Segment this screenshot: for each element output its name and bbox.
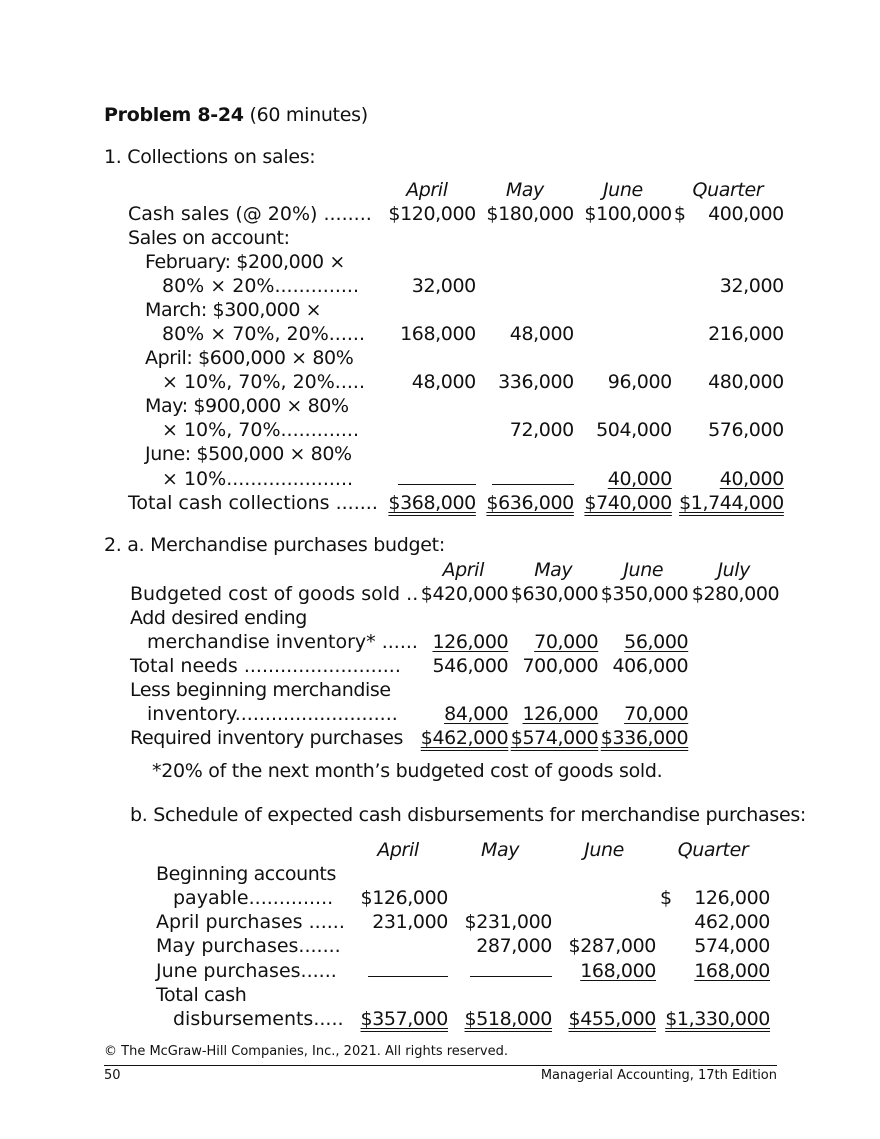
cell: 168,000 bbox=[580, 960, 656, 982]
table-row bbox=[128, 274, 784, 298]
cell: 231,000 bbox=[372, 911, 448, 933]
blank-rule bbox=[398, 466, 476, 485]
cell: 40,000 bbox=[719, 468, 784, 490]
cell: 126,000 bbox=[522, 703, 599, 725]
cell: $ 400,000 bbox=[673, 203, 784, 225]
row-label: 80% × 20%.............. bbox=[162, 275, 360, 297]
cell: 480,000 bbox=[708, 371, 784, 393]
row-label: × 10%..................... bbox=[162, 468, 354, 490]
cell: 462,000 bbox=[694, 911, 770, 933]
row-label: February: $200,000 × bbox=[145, 251, 345, 273]
table-row bbox=[128, 346, 784, 370]
cell: $455,000 bbox=[568, 1008, 656, 1030]
cell: 700,000 bbox=[522, 655, 599, 677]
row-label: Required inventory purchases bbox=[130, 727, 403, 749]
table-row bbox=[128, 491, 784, 515]
col-header: April bbox=[377, 839, 419, 861]
cell: 216,000 bbox=[708, 323, 784, 345]
page-number: 50 bbox=[104, 1068, 121, 1083]
cell: 56,000 bbox=[624, 631, 689, 653]
part2a-heading: 2. a. Merchandise purchases budget: bbox=[104, 534, 445, 556]
copyright-notice: © The McGraw-Hill Companies, Inc., 2021. All rights reserved. bbox=[104, 1044, 508, 1059]
row-label: Total needs .......................... bbox=[130, 655, 401, 677]
cell: 168,000 bbox=[400, 323, 476, 345]
cell: $350,000 bbox=[600, 583, 689, 605]
col-header: Quarter bbox=[677, 839, 749, 861]
row-label: inventory........................... bbox=[147, 703, 398, 725]
table-row bbox=[130, 630, 779, 654]
cell: $287,000 bbox=[568, 935, 656, 957]
purchases-budget-table bbox=[130, 558, 779, 750]
blank-rule bbox=[492, 466, 574, 485]
cell: 126,000 bbox=[432, 631, 509, 653]
footer-divider bbox=[104, 1065, 777, 1066]
table-row bbox=[128, 370, 784, 394]
blank-rule bbox=[470, 958, 552, 977]
problem-title bbox=[104, 104, 368, 126]
row-label: merchandise inventory* ...... bbox=[147, 631, 418, 653]
cell: 287,000 bbox=[476, 935, 552, 957]
table-header-row bbox=[128, 178, 784, 202]
cell: $336,000 bbox=[600, 727, 689, 749]
row-label: June: $500,000 × 80% bbox=[145, 443, 352, 465]
table-row bbox=[128, 298, 784, 322]
row-label: 80% × 70%, 20%...... bbox=[162, 323, 366, 345]
cell: $ 126,000 bbox=[659, 887, 770, 909]
cell: 576,000 bbox=[708, 419, 784, 441]
table-row bbox=[130, 582, 779, 606]
row-label: payable.............. bbox=[173, 887, 334, 909]
col-header: May bbox=[505, 179, 544, 201]
col-header: July bbox=[717, 559, 751, 581]
table-row bbox=[156, 1007, 770, 1031]
cell: 504,000 bbox=[596, 419, 672, 441]
row-label: Cash sales (@ 20%) ........ bbox=[128, 203, 372, 225]
table-row bbox=[128, 394, 784, 418]
table-row bbox=[130, 702, 779, 726]
table-row bbox=[156, 886, 770, 910]
row-label: June purchases...... bbox=[156, 960, 337, 982]
table-row bbox=[128, 418, 784, 442]
col-header: June bbox=[584, 839, 624, 861]
cell: $100,000 bbox=[584, 203, 672, 225]
cell: $1,744,000 bbox=[679, 492, 784, 514]
cell: 40,000 bbox=[607, 468, 672, 490]
row-label: Budgeted cost of goods sold .. bbox=[130, 583, 419, 605]
cell: $126,000 bbox=[360, 887, 448, 909]
cell: 406,000 bbox=[612, 655, 689, 677]
cell: $630,000 bbox=[510, 583, 599, 605]
table-row bbox=[128, 226, 784, 250]
cell: $420,000 bbox=[420, 583, 509, 605]
col-header: June bbox=[602, 179, 643, 201]
table-row bbox=[128, 442, 784, 466]
inventory-footnote: *20% of the next month’s budgeted cost of goods sold. bbox=[152, 760, 663, 782]
table-row bbox=[156, 910, 770, 934]
table-row bbox=[156, 862, 770, 886]
book-title: Managerial Accounting, 17th Edition bbox=[540, 1068, 777, 1083]
row-label: × 10%, 70%, 20%..... bbox=[162, 371, 366, 393]
table-row bbox=[130, 606, 779, 630]
cell: $740,000 bbox=[584, 492, 672, 514]
row-label: May: $900,000 × 80% bbox=[145, 395, 349, 417]
cell: 48,000 bbox=[411, 371, 476, 393]
cell: 70,000 bbox=[534, 631, 599, 653]
cell: $120,000 bbox=[388, 203, 476, 225]
cell: 336,000 bbox=[498, 371, 574, 393]
table-row bbox=[130, 678, 779, 702]
collections-table bbox=[128, 178, 784, 515]
table-row bbox=[128, 466, 784, 491]
row-label: March: $300,000 × bbox=[145, 299, 322, 321]
cell: 70,000 bbox=[624, 703, 689, 725]
cell: $574,000 bbox=[510, 727, 599, 749]
cell: $636,000 bbox=[486, 492, 574, 514]
row-label: Less beginning merchandise bbox=[130, 679, 391, 701]
cell: 546,000 bbox=[432, 655, 509, 677]
cell: 32,000 bbox=[719, 275, 784, 297]
cell: $231,000 bbox=[464, 911, 552, 933]
row-label: × 10%, 70%............. bbox=[162, 419, 360, 441]
row-label: Total cash collections ....... bbox=[128, 492, 378, 514]
row-label: Beginning accounts bbox=[156, 863, 336, 885]
cell: $368,000 bbox=[388, 492, 476, 514]
cash-disbursements-table bbox=[156, 838, 770, 1031]
blank-rule bbox=[368, 958, 448, 977]
table-row bbox=[130, 726, 779, 750]
problem-number: Problem 8-24 bbox=[104, 104, 244, 126]
col-header: May bbox=[480, 839, 520, 861]
row-label: April: $600,000 × 80% bbox=[145, 347, 354, 369]
cell: 574,000 bbox=[694, 935, 770, 957]
table-header-row bbox=[156, 838, 770, 862]
cell: 48,000 bbox=[509, 323, 574, 345]
row-label: disbursements..... bbox=[173, 1008, 344, 1030]
table-row bbox=[128, 322, 784, 346]
table-row bbox=[128, 250, 784, 274]
cell: 72,000 bbox=[509, 419, 574, 441]
part1-heading: 1. Collections on sales: bbox=[104, 146, 316, 168]
cell: $280,000 bbox=[691, 583, 780, 605]
col-header: April bbox=[406, 179, 448, 201]
table-row bbox=[156, 958, 770, 983]
col-header: April bbox=[442, 559, 484, 581]
problem-duration: (60 minutes) bbox=[243, 104, 368, 126]
row-label: Total cash bbox=[156, 984, 247, 1006]
col-header: June bbox=[623, 559, 664, 581]
cell: $180,000 bbox=[486, 203, 574, 225]
row-label: Sales on account: bbox=[128, 227, 290, 249]
cell: $1,330,000 bbox=[665, 1008, 770, 1030]
cell: 96,000 bbox=[607, 371, 672, 393]
cell: 168,000 bbox=[694, 960, 770, 982]
cell: 84,000 bbox=[444, 703, 509, 725]
table-header-row bbox=[130, 558, 779, 582]
cell: $357,000 bbox=[360, 1008, 448, 1030]
table-row bbox=[130, 654, 779, 678]
cell: $462,000 bbox=[420, 727, 509, 749]
cell: $518,000 bbox=[464, 1008, 552, 1030]
table-row bbox=[156, 983, 770, 1007]
row-label: May purchases....... bbox=[156, 935, 341, 957]
table-row bbox=[156, 934, 770, 958]
row-label: April purchases ...... bbox=[156, 911, 345, 933]
table-row bbox=[128, 202, 784, 226]
part2b-heading: b. Schedule of expected cash disbursements for merchandise purchases: bbox=[130, 804, 807, 826]
col-header: May bbox=[534, 559, 573, 581]
row-label: Add desired ending bbox=[130, 607, 307, 629]
col-header: Quarter bbox=[692, 179, 764, 201]
cell: 32,000 bbox=[411, 275, 476, 297]
